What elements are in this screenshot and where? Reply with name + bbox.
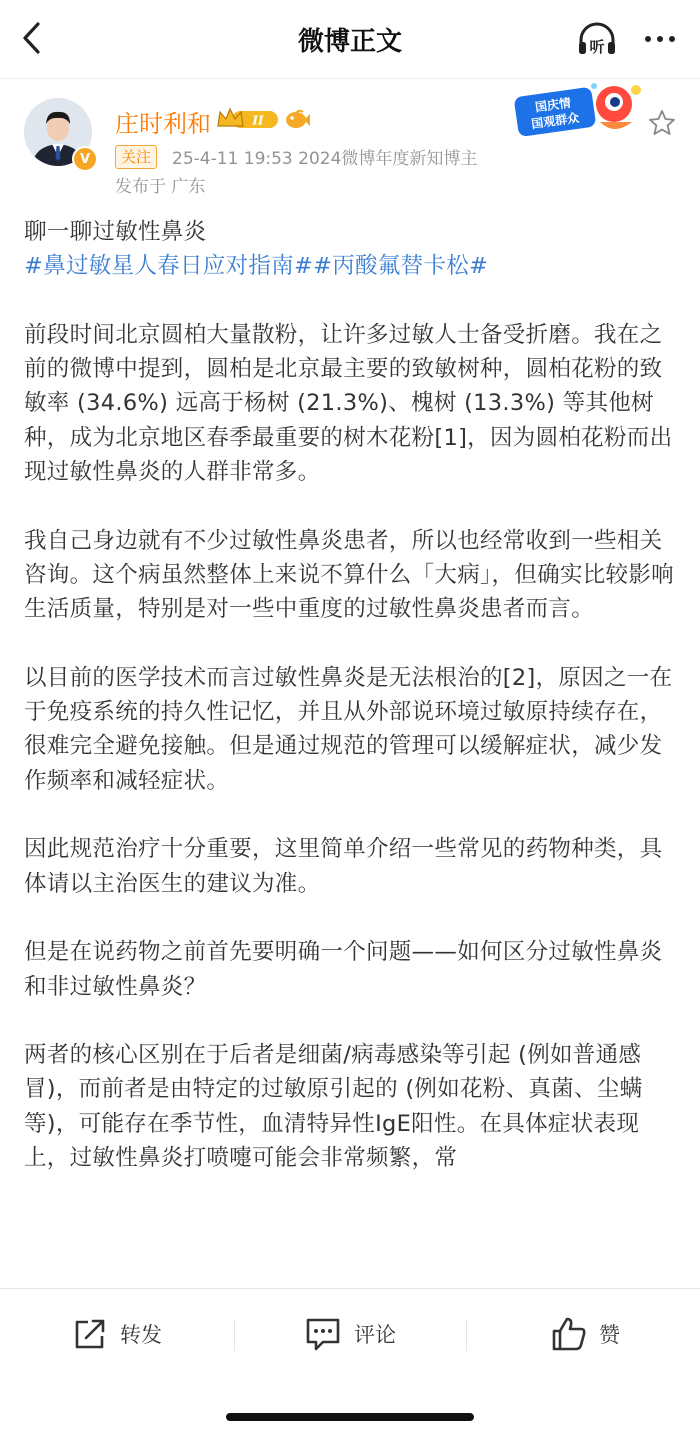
paragraph: 以目前的医学技术而言过敏性鼻炎是无法根治的[2]，原因之一在于免疫系统的持久性记忆，并且从外部说环境过敏原持续存在，很难完全避免接触。但是通过规范的管理可以缓解症状，减少发作频率和减轻症状。 [24, 664, 673, 794]
promo-sticker[interactable] [514, 78, 646, 140]
paragraph: 前段时间北京圆柏大量散粉，让许多过敏人士备受折磨。我在之前的微博中提到，圆柏是北京最主要的致敏树种，圆柏花粉的致敏率 (34.6%) 远高于杨树 (21.3%)、槐树 (13.3%) 等其他树种，成为北京地区春季最重要的树木花粉[1]，因为圆柏花粉而出现过敏性鼻炎的人群非常多。 [24, 321, 673, 486]
verified-badge: V [72, 146, 98, 172]
headphones-icon [576, 20, 618, 58]
action-separator [234, 1319, 235, 1351]
comment-button[interactable] [304, 1309, 396, 1359]
post-heading: 聊一聊过敏性鼻炎 [24, 219, 207, 245]
level-label: II [252, 113, 264, 128]
hashtag-links[interactable]: #鼻过敏星人春日应对指南##丙酸氟替卡松# [24, 253, 489, 280]
action-separator [466, 1319, 467, 1351]
paragraph: 两者的核心区别在于后者是细菌/病毒感染等引起 (例如普通感冒)，而前者是由特定的过敏原引起的 (例如花粉、真菌、尘螨等)，可能存在季节性，血清特异性IgE阳性。在具体症状表现上，过敏性鼻炎打喷嚏可能会非常频繁，常 [24, 1042, 643, 1172]
star-icon[interactable] [647, 108, 677, 138]
thumbs-up-icon [551, 1316, 587, 1352]
author-name[interactable]: 庄时利和 [115, 110, 211, 138]
repost-label: 转发 [120, 1323, 162, 1347]
promo-line2: 国观群众 [530, 110, 581, 132]
listen-label: 听 [589, 38, 605, 56]
home-indicator[interactable] [226, 1413, 474, 1421]
repost-button[interactable] [72, 1309, 162, 1359]
page-title: 微博正文 [297, 27, 402, 57]
paragraph: 因此规范治疗十分重要，这里简单介绍一些常见的药物种类，具体请以主治医生的建议为准。 [24, 836, 663, 897]
paragraph: 但是在说药物之前首先要明确一个问题——如何区分过敏性鼻炎和非过敏性鼻炎？ [24, 939, 663, 1000]
post-location: 发布于 广东 [115, 177, 206, 197]
promo-line1: 国庆情 [534, 95, 572, 115]
share-icon [72, 1317, 108, 1351]
follow-button[interactable]: 关注 [115, 145, 157, 169]
ellipsis-icon [645, 36, 675, 42]
post-meta: 25-4-11 19:53 2024微博年度新知博主 [172, 149, 478, 169]
fish-badge-icon[interactable] [284, 106, 310, 132]
comment-label: 评论 [354, 1323, 396, 1347]
bottom-action-bar [0, 1288, 700, 1433]
comment-icon [304, 1316, 342, 1352]
listen-button[interactable] [576, 20, 618, 58]
like-label: 赞 [599, 1323, 620, 1347]
paragraph: 我自己身边就有不少过敏性鼻炎患者，所以也经常收到一些相关咨询。这个病虽然整体上来说不算什么「大病」，但确实比较影响生活质量，特别是对一些中重度的过敏性鼻炎患者而言。 [24, 527, 674, 623]
crown-level-icon[interactable] [216, 106, 280, 132]
top-bar [0, 0, 700, 78]
post-content [24, 215, 678, 1210]
like-button[interactable] [551, 1309, 620, 1359]
more-button[interactable] [638, 22, 682, 56]
